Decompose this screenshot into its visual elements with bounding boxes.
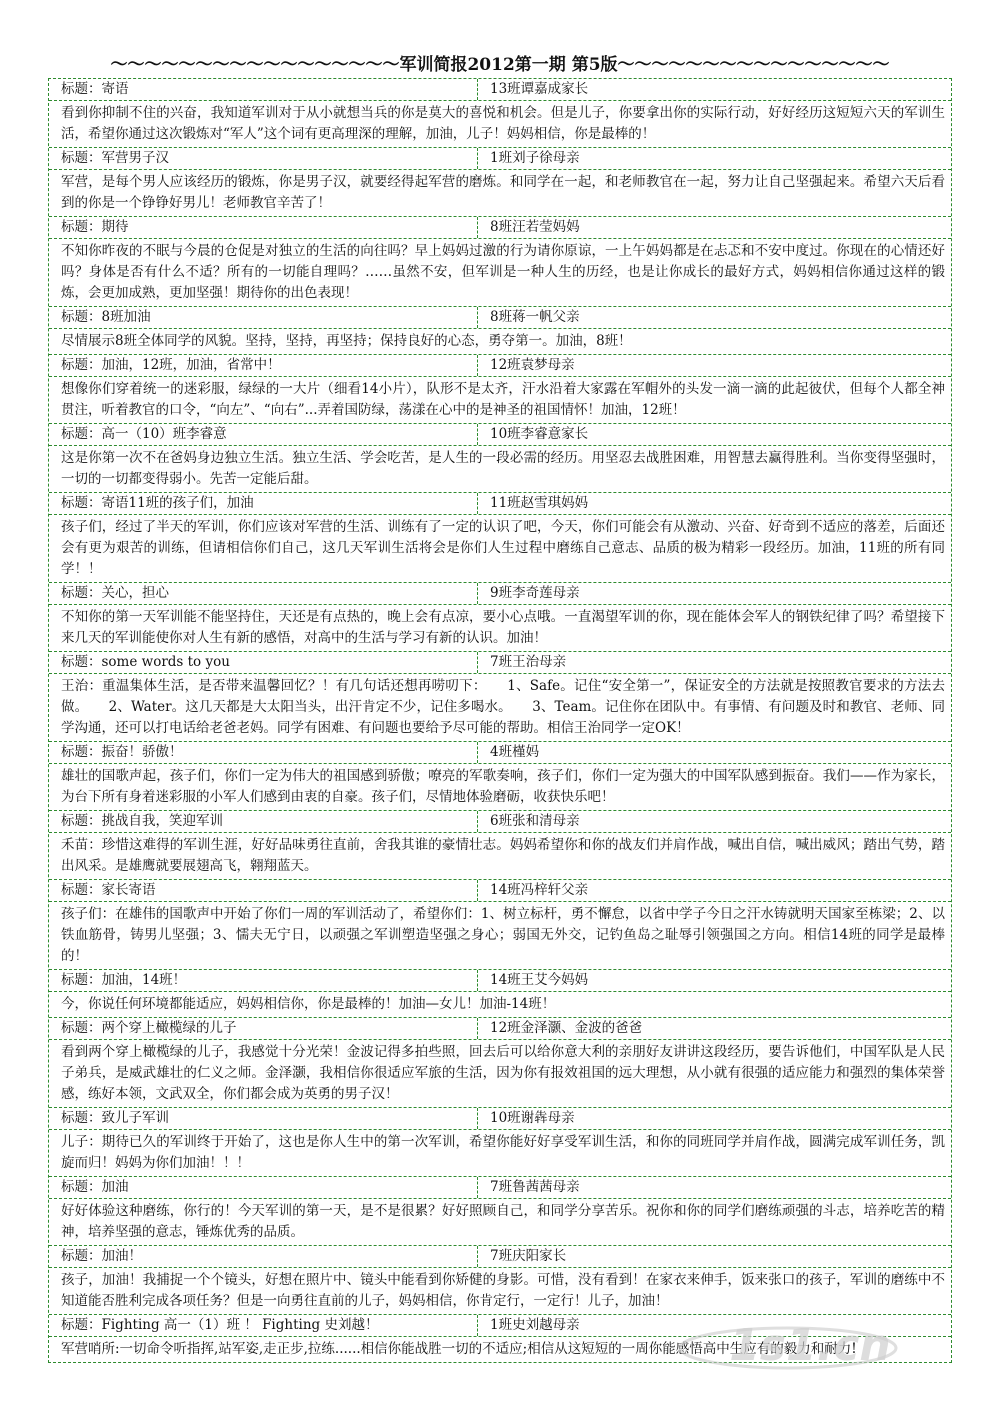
message-title: 标题：高一（10）班李睿意: [49, 424, 478, 445]
message-author: 1班史刘越母亲: [490, 1317, 580, 1333]
message-entry: [49, 216, 951, 306]
message-body: 不知你的第一天军训能不能坚持住，天还是有点热的，晚上会有点凉，要小心点哦。一直渴望军训的你，现在能体会军人的钢铁纪律了吗？希望接下来几天的军训能使你对人生有新的感悟，对高中的生活与学习有新的认识。加油！: [61, 609, 945, 646]
message-body: 王治：重温集体生活，是否带来温馨回忆？！有几句话还想再唠叨下： 1、Safe。记住“安全第一”，保证安全的方法就是按照教官要求的方法去做。 2、Water。这几天都是大太阳当头，出汗肯定不少，记住多喝水。 3、Team。记住你在团队中。有事情、有问题及时和教官、老师、同学沟通，还可以打电话给老爸老妈。同学有困难、有问题也要给予尽可能的帮助。相信王治同学一定OK！: [61, 678, 945, 736]
message-body: 儿子：期待已久的军训终于开始了，这也是你人生中的第一次军训，希望你能好好享受军训生活，和你的同班同学并肩作战，圆满完成军训任务，凯旋而归！妈妈为你们加油！！！: [61, 1134, 945, 1171]
message-body: 孩子们，经过了半天的军训，你们应该对军营的生活、训练有了一定的认识了吧，今天，你们可能会有从激动、兴奋、好奇到不适应的落差，后面还会有更为艰苦的训练，但请相信你们自己，这几天军训生活将会是你们人生过程中磨练自己意志、品质的极为精彩一段经历。加油，11班的所有同学！！: [61, 519, 945, 577]
message-author: 14班王艾今妈妈: [490, 972, 589, 988]
message-author: 9班李奇莲母亲: [490, 585, 580, 601]
message-entry: [49, 1017, 951, 1107]
message-entry: [49, 354, 951, 423]
message-entry: [49, 969, 951, 1017]
message-entry: [49, 1245, 951, 1314]
message-title: 标题：振奋！骄傲！: [49, 742, 478, 763]
message-author: 6班张和清母亲: [490, 813, 580, 829]
message-author: 13班谭嘉成家长: [490, 81, 589, 97]
message-author: 8班汪若莹妈妈: [490, 219, 580, 235]
message-title: 标题：军营男子汉: [49, 148, 478, 169]
message-title-row: [49, 493, 951, 515]
message-title-row: [49, 307, 951, 329]
message-entry: [49, 306, 951, 354]
message-title-row: [49, 880, 951, 902]
message-author: 4班槿妈: [490, 744, 540, 760]
message-author: 14班冯梓轩父亲: [490, 882, 589, 898]
message-entry: [49, 492, 951, 582]
message-title-row: [49, 1018, 951, 1040]
message-title-row: [49, 79, 951, 101]
message-title-row: [49, 1108, 951, 1130]
message-title-row: [49, 1246, 951, 1268]
message-body: 不知你昨夜的不眠与今晨的仓促是对独立的生活的向往吗？早上妈妈过激的行为请你原谅，一上午妈妈都是在忐忑和不安中度过。你现在的心情还好吗？身体是否有什么不适？所有的一切能自理吗？……虽然不安，但军训是一种人生的历经，也是让你成长的最好方式，妈妈相信你通过这样的锻炼，会更加成熟，更加坚强！期待你的出色表现！: [61, 243, 945, 301]
message-body: 雄壮的国歌声起，孩子们，你们一定为伟大的祖国感到骄傲；嘹亮的军歌奏响，孩子们，你们一定为强大的中国军队感到振奋。我们——作为家长，为台下所有身着迷彩服的小军人们感到由衷的自豪。孩子们，尽情地体验磨砺，收获快乐吧！: [61, 768, 945, 805]
message-title: 标题：some words to you: [49, 652, 478, 673]
message-entry: [49, 423, 951, 492]
message-body: 好好体验这种磨练，你行的！今天军训的第一天，是不是很累？好好照顾自己，和同学分享苦乐。祝你和你的同学们磨练顽强的斗志，培养吃苦的精神，培养坚强的意志，锤炼优秀的品质。: [61, 1203, 945, 1240]
message-body: 军营哨所:一切命令听指挥,站军姿,走正步,拉练......相信你能战胜一切的不适应;相信从这短短的一周你能感悟高中生应有的毅力和耐力!: [61, 1341, 857, 1357]
message-title-row: [49, 355, 951, 377]
message-title-row: [49, 583, 951, 605]
message-title: 标题：加油！: [49, 1246, 478, 1267]
message-author: 12班金泽灏、金波的爸爸: [490, 1020, 643, 1036]
message-title: 标题：加油，12班，加油，省常中！: [49, 355, 478, 376]
message-body: 想像你们穿着统一的迷彩服，绿绿的一大片（细看14小片），队形不是太齐，汗水沿着大家露在军帽外的头发一滴一滴的此起彼伏，但每个人都全神贯注，听着教官的口令，“向左”、“向右”...弄着国防绿，荡漾在心中的是神圣的祖国情怀！加油，12班！: [61, 381, 945, 418]
message-author: 8班蒋一帆父亲: [490, 309, 580, 325]
watermark-logo-icon: [670, 1312, 960, 1374]
message-body: 孩子，加油！我捕捉一个个镜头，好想在照片中、镜头中能看到你矫健的身影。可惜，没有看到！在家衣来伸手，饭来张口的孩子，军训的磨练中不知道能否胜利完成各项任务？但是一向勇往直前的儿子，妈妈相信，你肯定行，一定行！儿子，加油！: [61, 1272, 945, 1309]
watermark-text: 1s1.cn: [729, 1320, 891, 1371]
message-entry: [49, 651, 951, 741]
message-entry: [49, 741, 951, 810]
message-title-row: [49, 424, 951, 446]
message-body: 这是你第一次不在爸妈身边独立生活。独立生活、学会吃苦，是人生的一段必需的经历。用坚忍去战胜困难，用智慧去赢得胜利。当你变得坚强时，一切的一切都变得弱小。先苦一定能后甜。: [61, 450, 945, 487]
message-body: 禾苗：珍惜这难得的军训生涯，好好品味勇往直前，舍我其谁的豪情壮志。妈妈希望你和你的战友们并肩作战，喊出自信，喊出威风；踏出气势，踏出风采。是雄鹰就要展翅高飞，翱翔蓝天。: [61, 837, 945, 874]
message-title: 标题：关心，担心: [49, 583, 478, 604]
message-title-row: [49, 652, 951, 674]
message-author: 10班李睿意家长: [490, 426, 589, 442]
message-entry: [49, 879, 951, 969]
message-title: 标题：加油，14班！: [49, 970, 478, 991]
message-title: 标题：寄语11班的孩子们，加油: [49, 493, 478, 514]
message-author: 7班庆阳家长: [490, 1248, 567, 1264]
message-title-row: [49, 148, 951, 170]
message-entry: [49, 1107, 951, 1176]
message-title: 标题：挑战自我，笑迎军训: [49, 811, 478, 832]
message-title-row: [49, 811, 951, 833]
message-title-row: [49, 742, 951, 764]
message-title: 标题：Fighting 高一（1）班 ！ Fighting 史刘越！: [49, 1315, 478, 1336]
message-entry: [49, 582, 951, 651]
message-entry: [49, 1176, 951, 1245]
message-entry: [49, 79, 951, 147]
message-title: 标题：两个穿上橄榄绿的儿子: [49, 1018, 478, 1039]
message-title: 标题：期待: [49, 217, 478, 238]
message-entry: [49, 147, 951, 216]
message-title: 标题：寄语: [49, 79, 478, 100]
message-body: 军营，是每个男人应该经历的锻炼，你是男子汉，就要经得起军营的磨炼。和同学在一起，和老师教官在一起，努力让自己坚强起来。希望六天后看到的你是一个铮铮好男儿！老师教官辛苦了！: [61, 174, 945, 211]
message-body: 尽情展示8班全体同学的风貌。坚持，坚持，再坚持；保持良好的心态，勇夺第一。加油，8班！: [61, 333, 632, 349]
message-title: 标题：致儿子军训: [49, 1108, 478, 1129]
message-body: 看到两个穿上橄榄绿的儿子，我感觉十分光荣！金波记得多拍些照，回去后可以给你意大利的亲朋好友讲讲这段经历，要告诉他们，中国军队是人民子弟兵，是威武雄壮的仁义之师。金泽灏，我相信你很适应军旅的生活，因为你有报效祖国的远大理想，从小就有很强的适应能力和强烈的集体荣誉感，练好本领，文武双全，你们都会成为英勇的男子汉！: [61, 1044, 945, 1102]
message-body: 今，你说任何环境都能适应，妈妈相信你，你是最棒的！加油—女儿！加油-14班！: [61, 996, 556, 1012]
message-author: 7班鲁茜茜母亲: [490, 1179, 580, 1195]
message-title: 标题：加油: [49, 1177, 478, 1198]
newsletter-header: ～～～～～～～～～～～～～～～～～军训简报2012第一期 第5版～～～～～～～～～～～～～～～～: [110, 55, 890, 75]
message-author: 10班谢犇母亲: [490, 1110, 575, 1126]
message-title: 标题：家长寄语: [49, 880, 478, 901]
message-title: 标题：8班加油: [49, 307, 478, 328]
message-title-row: [49, 217, 951, 239]
message-author: 12班袁梦母亲: [490, 357, 575, 373]
message-author: 7班王治母亲: [490, 654, 567, 670]
message-title-row: [49, 1177, 951, 1199]
message-title-row: [49, 970, 951, 992]
message-entry: [49, 810, 951, 879]
message-author: 11班赵雪琪妈妈: [490, 495, 589, 511]
message-table: [48, 78, 952, 1363]
site-watermark: [670, 1312, 960, 1374]
message-body: 看到你抑制不住的兴奋，我知道军训对于从小就想当兵的你是莫大的喜悦和机会。但是儿子，你要拿出你的实际行动，好好经历这短短六天的军训生活，希望你通过这次锻炼对“军人”这个词有更高理深的理解，加油，儿子！妈妈相信，你是最棒的！: [61, 105, 945, 142]
message-body: 孩子们：在雄伟的国歌声中开始了你们一周的军训活动了，希望你们：1、树立标杆，勇不懈怠，以省中学子今日之汗水铸就明天国家至栋梁；2、以铁血筋骨，铸男儿坚强；3、懦夫无宁日，以顽强之军训塑造坚强之身心；弱国无外交，记钓鱼岛之耻辱引领强国之方向。相信14班的同学是最棒的！: [61, 906, 945, 964]
message-author: 1班刘子徐母亲: [490, 150, 580, 166]
